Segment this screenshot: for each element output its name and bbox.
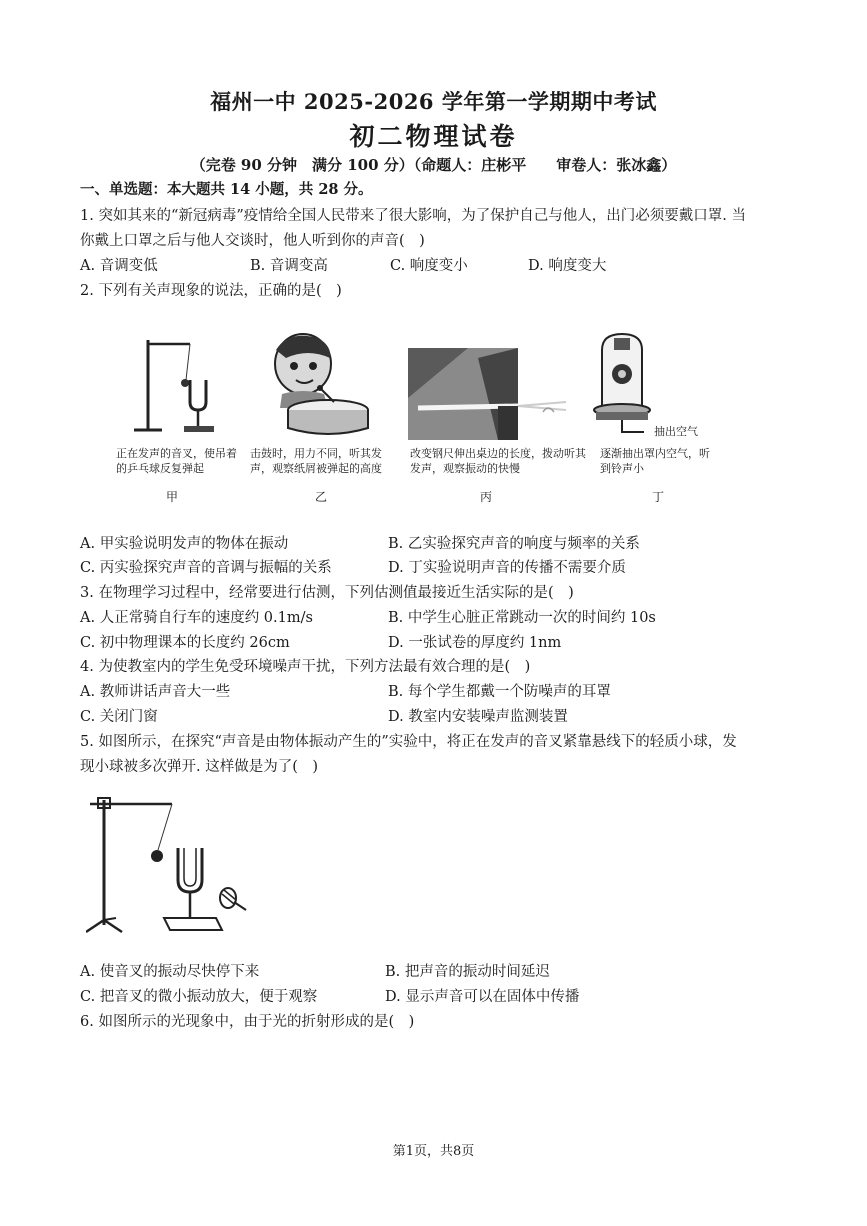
q3-option-d: D. 一张试卷的厚度约 1nm [388, 635, 562, 651]
q4-stem: 4. 为使教室内的学生免受环境噪声干扰，下列方法最有效合理的是( ) [80, 659, 531, 675]
q1-option-a: A. 音调变低 [80, 258, 158, 274]
figure-yi-label: 乙 [315, 490, 328, 504]
exam-meta: （完卷 90 分钟 满分 100 分）（命题人：庄彬平 审卷人：张冰鑫） [190, 156, 677, 174]
figure-bing-label: 丙 [480, 490, 493, 504]
exam-subtitle: 初二物理试卷 [349, 122, 518, 151]
q1-stem-line1: 1. 突如其来的“新冠病毒”疫情给全国人民带来了很大影响，为了保护自己与他人，出门必须要戴口罩. 当 [80, 208, 746, 224]
q3-stem: 3. 在物理学习过程中，经常要进行估测，下列估测值最接近生活实际的是( ) [80, 585, 574, 601]
q4-option-a: A. 教师讲话声音大一些 [80, 684, 231, 700]
figure-ding-label: 丁 [652, 490, 665, 504]
figure-jia-label: 甲 [166, 490, 179, 504]
q1-option-c: C. 响度变小 [390, 258, 468, 274]
page-footer: 第1页，共8页 [392, 1144, 475, 1159]
q5-option-a: A. 使音叉的振动尽快停下来 [80, 964, 260, 980]
q5-option-b: B. 把声音的振动时间延迟 [385, 964, 550, 980]
figure-bing-caption: 改变钢尺伸出桌边的长度，拨动听其发声，观察振动的快慢 [410, 447, 586, 475]
exam-title: 福州一中 2025-2026 学年第一学期期中考试 [210, 89, 657, 114]
figure-ding-side-label: 抽出空气 [654, 425, 698, 438]
section-heading: 一、单选题：本大题共 14 小题，共 28 分。 [80, 181, 373, 198]
q4-option-d: D. 教室内安装噪声监测装置 [388, 709, 568, 725]
q6-stem: 6. 如图所示的光现象中，由于光的折射形成的是( ) [80, 1014, 415, 1030]
q3-option-c: C. 初中物理课本的长度约 26cm [80, 635, 290, 651]
q4-option-c: C. 关闭门窗 [80, 709, 158, 725]
q1-option-d: D. 响度变大 [528, 258, 607, 274]
q5-option-d: D. 显示声音可以在固体中传播 [385, 989, 580, 1005]
figure-bing [408, 348, 573, 443]
figure-ding-caption: 逐渐抽出罩内空气，听到铃声小 [600, 447, 710, 475]
q5-figure [86, 790, 251, 940]
q5-stem-line1: 5. 如图所示，在探究“声音是由物体振动产生的”实验中，将正在发声的音叉紧靠悬线下的轻质小球，发 [80, 734, 737, 750]
q1-option-b: B. 音调变高 [250, 258, 328, 274]
q1-stem-line2: 你戴上口罩之后与他人交谈时，他人听到你的声音( ) [80, 233, 425, 249]
figure-yi [258, 328, 373, 443]
q2-option-a: A. 甲实验说明发声的物体在振动 [80, 536, 289, 552]
q5-stem-line2: 现小球被多次弹开. 这样做是为了( ) [80, 759, 319, 775]
figure-jia [112, 330, 222, 440]
q3-option-b: B. 中学生心脏正常跳动一次的时间约 10s [388, 610, 656, 626]
figure-jia-caption: 正在发声的音叉，使吊着的乒乓球反复弹起 [116, 447, 237, 475]
q5-option-c: C. 把音叉的微小振动放大，便于观察 [80, 989, 318, 1005]
q2-option-c: C. 丙实验探究声音的音调与振幅的关系 [80, 560, 332, 576]
q2-option-b: B. 乙实验探究声音的响度与频率的关系 [388, 536, 640, 552]
q3-option-a: A. 人正常骑自行车的速度约 0.1m/s [80, 610, 313, 626]
figure-yi-caption: 击鼓时，用力不同，听其发声，观察纸屑被弹起的高度 [250, 447, 382, 475]
q4-option-b: B. 每个学生都戴一个防噪声的耳罩 [388, 684, 611, 700]
q2-option-d: D. 丁实验说明声音的传播不需要介质 [388, 560, 626, 576]
q2-stem: 2. 下列有关声现象的说法，正确的是( ) [80, 283, 342, 299]
